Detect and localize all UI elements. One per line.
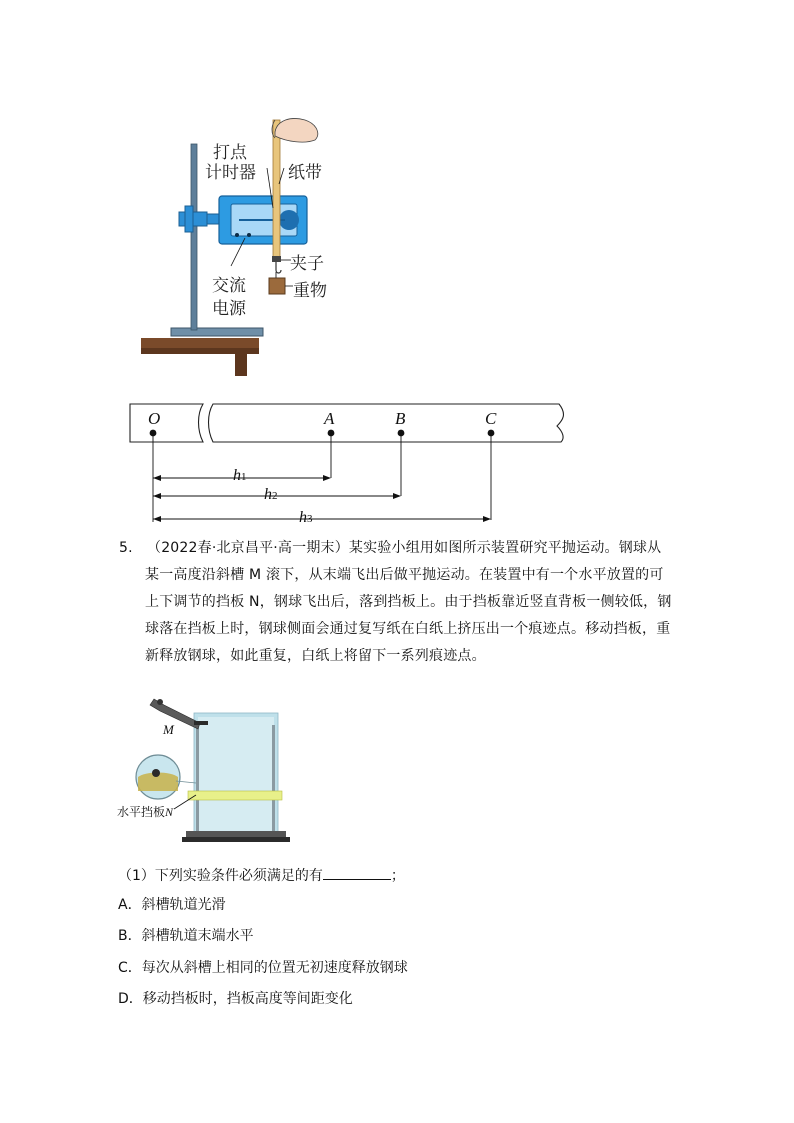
option-a-text: 斜槽轨道光滑 <box>141 897 226 913</box>
option-b-letter: B． <box>118 928 142 944</box>
label-m: M <box>163 722 174 737</box>
label-baffle-n <box>117 803 173 820</box>
subquestion-1 <box>118 863 405 885</box>
tape-point-o: O <box>148 409 161 428</box>
tape-diagram-svg <box>125 398 575 530</box>
timer-label-line2: 计时器 <box>205 163 256 183</box>
h1-sub: 1 <box>241 471 247 483</box>
answer-blank[interactable] <box>323 863 391 880</box>
subquestion-1-suffix: ； <box>390 868 405 884</box>
option-d-text: 移动挡板时，挡板高度等间距变化 <box>142 991 353 1007</box>
weight-label: 重物 <box>293 281 327 301</box>
projectile-apparatus-figure <box>116 695 296 850</box>
timer-label-line1: 打点 <box>213 143 247 163</box>
option-b-text: 斜槽轨道末端水平 <box>141 928 254 944</box>
h1-label <box>233 465 247 485</box>
clip-label: 夹子 <box>290 254 324 274</box>
question-number: 5. <box>119 540 133 556</box>
tape-point-b: B <box>395 409 406 428</box>
subquestion-1-prefix: （1）下列实验条件必须满足的有 <box>118 868 323 884</box>
label-baffle-n-letter: N <box>165 805 174 819</box>
power-label-line1: 交流 <box>212 276 246 296</box>
power-label-line2: 电源 <box>212 299 246 319</box>
ticker-timer-illustration <box>135 110 375 380</box>
h2-main: h <box>264 486 272 503</box>
h1-main: h <box>233 467 241 484</box>
h3-main: h <box>299 509 307 526</box>
tape-diagram <box>125 398 575 530</box>
tape-point-c: C <box>485 409 497 428</box>
option-d-letter: D． <box>118 991 143 1007</box>
option-c-text: 每次从斜槽上相同的位置无初速度释放钢球 <box>141 960 408 976</box>
h2-sub: 2 <box>272 490 278 502</box>
option-c <box>118 957 408 977</box>
h3-sub: 3 <box>307 513 313 525</box>
question-paragraph: （2022春·北京昌平·高一期末）某实验小组用如图所示装置研究平抛运动。钢球从某一高度沿斜槽 M 滚下，从末端飞出后做平抛运动。在装置中有一个水平放置的可上下调节的挡板 N，钢球飞出后，落到挡板上。由于挡板靠近竖直背板一侧较低，钢球落在挡板上时，钢球侧面会通过复写纸在白纸上挤压出一个痕迹点。移动挡板，重新释放钢球，如此重复，白纸上将留下一系列痕迹点。 <box>145 540 672 664</box>
h2-label <box>264 484 278 504</box>
option-b <box>118 925 254 945</box>
tape-point-a: A <box>324 409 335 428</box>
label-baffle-text: 水平挡板 <box>117 805 166 819</box>
ticker-timer-figure <box>135 110 375 380</box>
tape-label: 纸带 <box>288 163 322 183</box>
h3-label <box>299 507 313 527</box>
option-c-letter: C． <box>118 960 142 976</box>
option-d <box>118 988 353 1008</box>
projectile-apparatus-illustration <box>116 695 296 850</box>
option-a <box>118 894 226 914</box>
option-a-letter: A． <box>118 897 142 913</box>
